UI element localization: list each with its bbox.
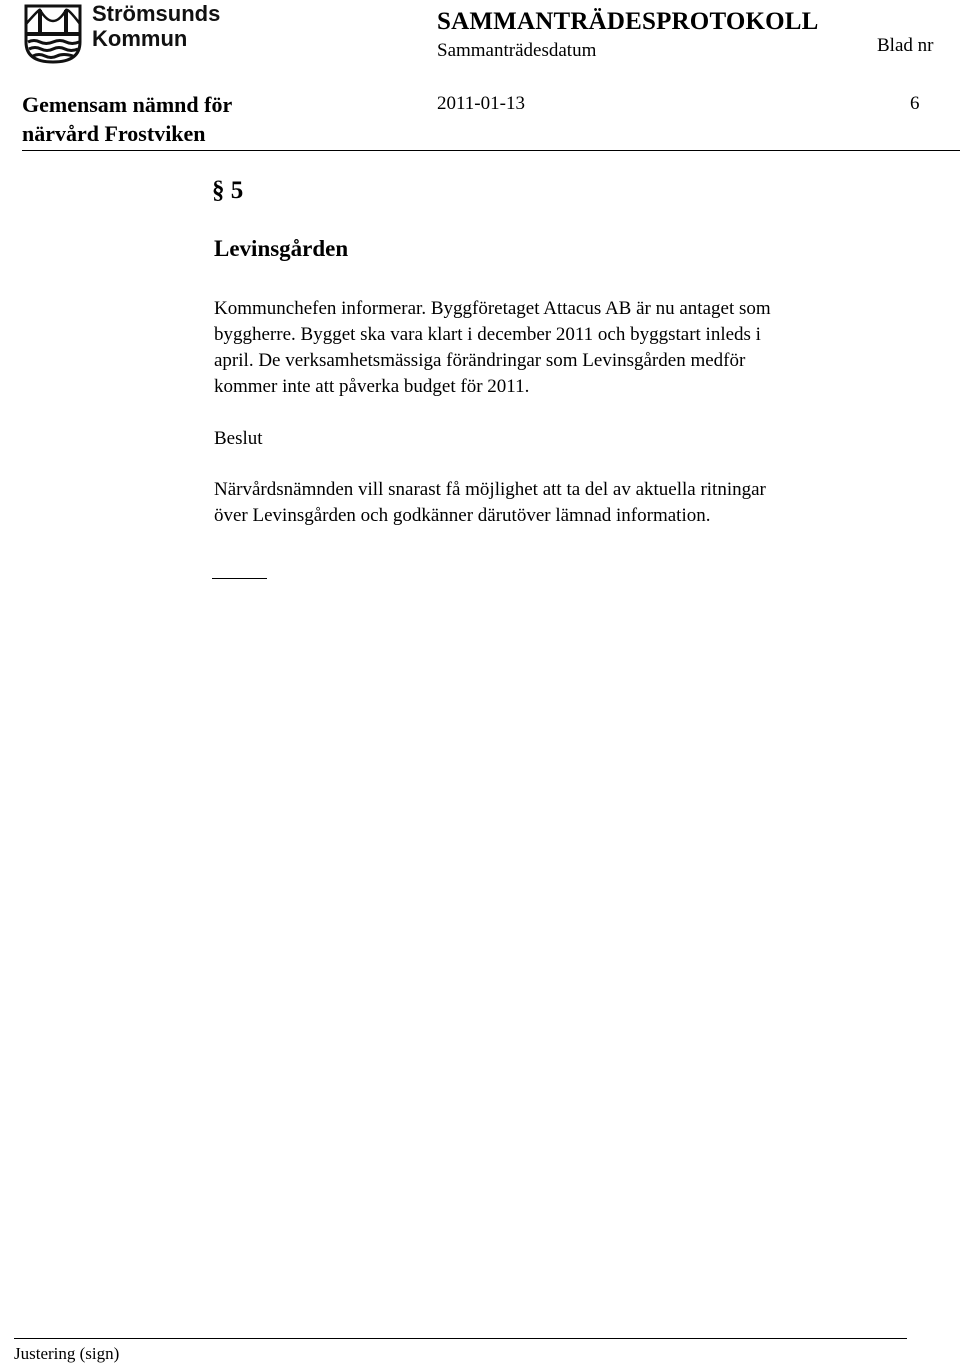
bridge-water-emblem-icon xyxy=(22,2,84,64)
header-divider xyxy=(22,150,960,151)
logo-text-line1: Strömsunds xyxy=(92,1,221,26)
section-body xyxy=(214,296,914,400)
committee-name-line1: Gemensam nämnd för xyxy=(22,92,233,117)
body-line: Kommunchefen informerar. Byggföretaget Attacus AB är nu antaget som xyxy=(214,298,771,319)
section-title: Levinsgården xyxy=(214,236,349,261)
meeting-date: 2011-01-13 xyxy=(437,93,525,114)
logo-text-line2: Kommun xyxy=(92,26,188,51)
page-number-label: Blad nr xyxy=(877,35,934,56)
body-line: april. De verksamhetsmässiga förändringar som Levinsgården medför xyxy=(214,350,746,371)
document-title: SAMMANTRÄDESPROTOKOLL xyxy=(437,8,819,35)
body-line: byggherre. Bygget ska vara klart i december 2011 och byggstart inleds i xyxy=(214,324,761,345)
committee-name-line2: närvård Frostviken xyxy=(22,121,206,146)
decision-heading: Beslut xyxy=(214,428,263,449)
section-number: § 5 xyxy=(212,177,244,204)
decision-text xyxy=(214,477,914,529)
footer-divider xyxy=(14,1338,907,1339)
page-number: 6 xyxy=(910,93,920,114)
decision-line: över Levinsgården och godkänner därutöver lämnad information. xyxy=(214,505,711,526)
body-line: kommer inte att påverka budget för 2011. xyxy=(214,376,530,397)
meeting-date-label: Sammanträdesdatum xyxy=(437,40,597,61)
section-end-rule xyxy=(212,578,267,579)
decision-line: Närvårdsnämnden vill snarast få möjlighet att ta del av aktuella ritningar xyxy=(214,479,766,500)
signature-label: Justering (sign) xyxy=(14,1344,120,1363)
